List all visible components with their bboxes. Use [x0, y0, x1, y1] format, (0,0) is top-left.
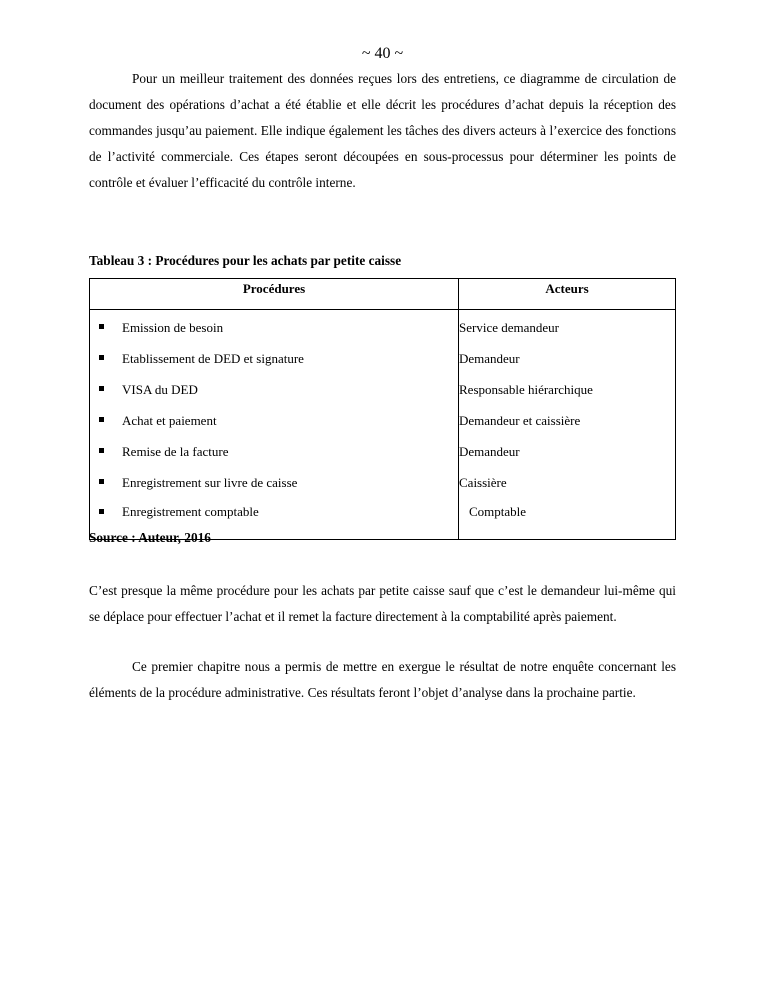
paragraph-2: C’est presque la même procédure pour les achats par petite caisse sauf que c’est le demandeur lui-même qui se déplace pour effectuer l’achat et il remet la facture directement à la comptabilité après paiement.	[89, 583, 676, 624]
actor-cell: Demandeur	[459, 436, 676, 467]
paragraph-3: Ce premier chapitre nous a permis de mettre en exergue le résultat de notre enquête concernant les éléments de la procédure administrative. Ces résultats feront l’objet d’analyse dans la prochaine partie.	[89, 659, 676, 700]
procedure-cell	[90, 343, 459, 374]
procedure-label: Remise de la facture	[122, 443, 229, 459]
actor-cell: Comptable	[459, 498, 676, 540]
bullet-icon	[99, 386, 104, 391]
table-row	[90, 343, 676, 374]
header-procedures: Procédures	[90, 279, 459, 310]
table-row	[90, 374, 676, 405]
procedures-table	[89, 278, 676, 540]
table-header-row	[90, 279, 676, 310]
procedure-cell	[90, 467, 459, 498]
procedure-cell	[90, 310, 459, 344]
actor-cell: Caissière	[459, 467, 676, 498]
procedure-label: Achat et paiement	[122, 412, 217, 428]
bullet-icon	[99, 417, 104, 422]
bullet-icon	[99, 479, 104, 484]
table-source: Source : Auteur, 2016	[89, 530, 211, 545]
table-row	[90, 436, 676, 467]
actor-cell: Demandeur	[459, 343, 676, 374]
intro-paragraph: Pour un meilleur traitement des données reçues lors des entretiens, ce diagramme de circulation de document des opérations d’achat a été établie et elle décrit les procédures d’achat depuis la réception des commandes jusqu’au paiement. Elle indique également les tâches des divers acteurs à l’exercice des fonctions de l’activité commerciale. Ces étapes seront découpées en sous-processus pour déterminer les points de contrôle et évaluer l’efficacité du contrôle interne.	[89, 71, 676, 190]
actor-cell: Service demandeur	[459, 310, 676, 344]
procedure-cell	[90, 374, 459, 405]
actor-cell: Demandeur et caissière	[459, 405, 676, 436]
procedure-label: Enregistrement comptable	[122, 504, 259, 519]
bullet-icon	[99, 509, 104, 514]
procedure-label: Emission de besoin	[122, 319, 224, 335]
procedure-cell	[90, 405, 459, 436]
bullet-icon	[99, 324, 104, 329]
actor-cell: Responsable hiérarchique	[459, 374, 676, 405]
table-row	[90, 405, 676, 436]
procedure-label: Etablissement de DED et signature	[122, 350, 304, 366]
procedure-cell	[90, 436, 459, 467]
table-row	[90, 467, 676, 498]
bullet-icon	[99, 355, 104, 360]
procedure-label: VISA du DED	[122, 381, 198, 397]
page-number: ~ 40 ~	[361, 45, 404, 62]
table-row	[90, 310, 676, 344]
procedure-label: Enregistrement sur livre de caisse	[122, 474, 298, 490]
header-actors: Acteurs	[459, 279, 676, 310]
table-caption: Tableau 3 : Procédures pour les achats par petite caisse	[89, 253, 402, 268]
bullet-icon	[99, 448, 104, 453]
